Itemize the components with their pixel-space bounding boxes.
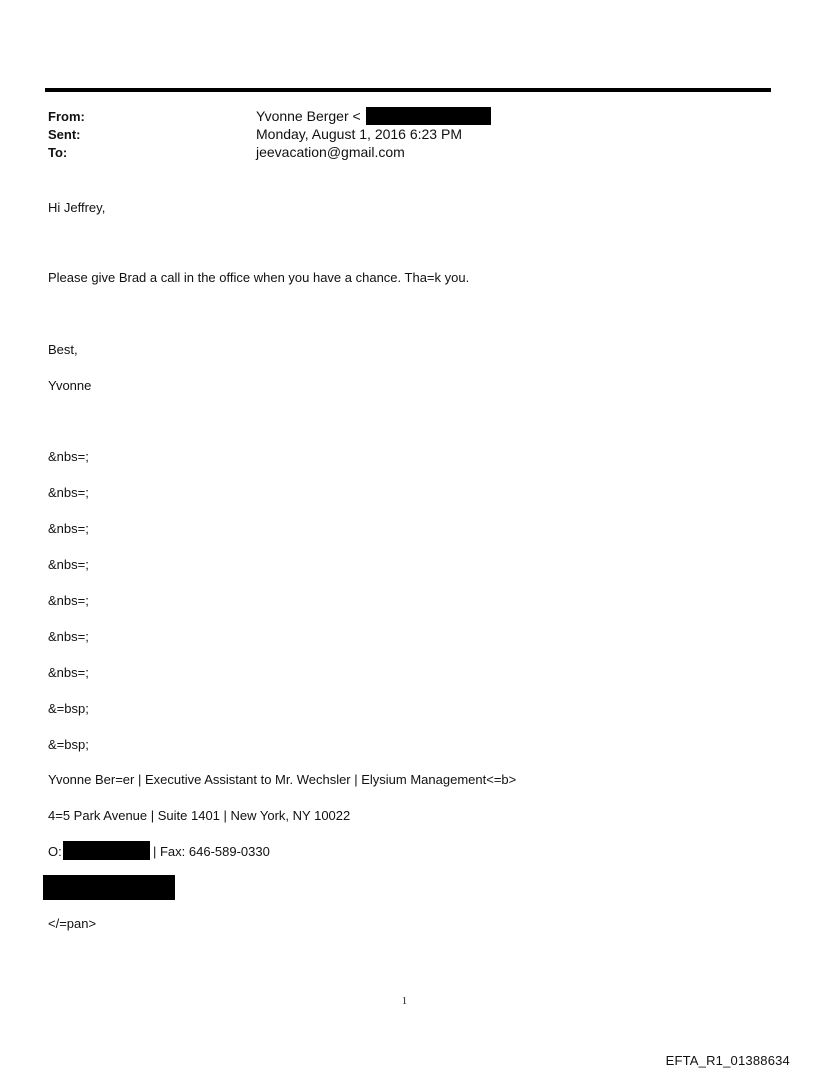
encoding-artifact: &nbs=;	[48, 521, 89, 536]
page-number: 1	[402, 996, 407, 1007]
signature-address-line: 4=5 Park Avenue | Suite 1401 | New York, NY 10022	[48, 808, 351, 823]
from-label: From:	[48, 109, 85, 124]
encoding-artifact: &=bsp;	[48, 737, 89, 752]
bates-number: EFTA_R1_01388634	[665, 1053, 790, 1068]
header-divider	[45, 88, 771, 92]
to-value: jeevacation@gmail.com	[256, 144, 405, 160]
sent-value: Monday, August 1, 2016 6:23 PM	[256, 126, 462, 142]
sent-label: Sent:	[48, 127, 81, 142]
trailing-artifact: </=pan>	[48, 916, 97, 931]
signature-title-line: Yvonne Ber=er | Executive Assistant to Mr. Wechsler | Elysium Management<=b>	[48, 772, 517, 787]
redaction-from-email	[366, 107, 491, 125]
encoding-artifact: &nbs=;	[48, 593, 89, 608]
from-value: Yvonne Berger <	[256, 108, 361, 124]
greeting: Hi Jeffrey,	[48, 200, 106, 215]
encoding-artifact: &nbs=;	[48, 629, 89, 644]
fax-text: | Fax: 646-589-0330	[153, 844, 270, 859]
encoding-artifact: &nbs=;	[48, 665, 89, 680]
redaction-phone	[63, 841, 150, 860]
encoding-artifact: &nbs=;	[48, 557, 89, 572]
signoff: Yvonne	[48, 378, 92, 393]
phone-label: O:	[48, 844, 62, 859]
redaction-block	[43, 875, 175, 900]
encoding-artifact: &=bsp;	[48, 701, 89, 716]
encoding-artifact: &nbs=;	[48, 485, 89, 500]
closing: Best,	[48, 342, 78, 357]
encoding-artifact: &nbs=;	[48, 449, 89, 464]
to-label: To:	[48, 145, 68, 160]
message-text: Please give Brad a call in the office when you have a chance. Tha=k you.	[48, 270, 470, 285]
